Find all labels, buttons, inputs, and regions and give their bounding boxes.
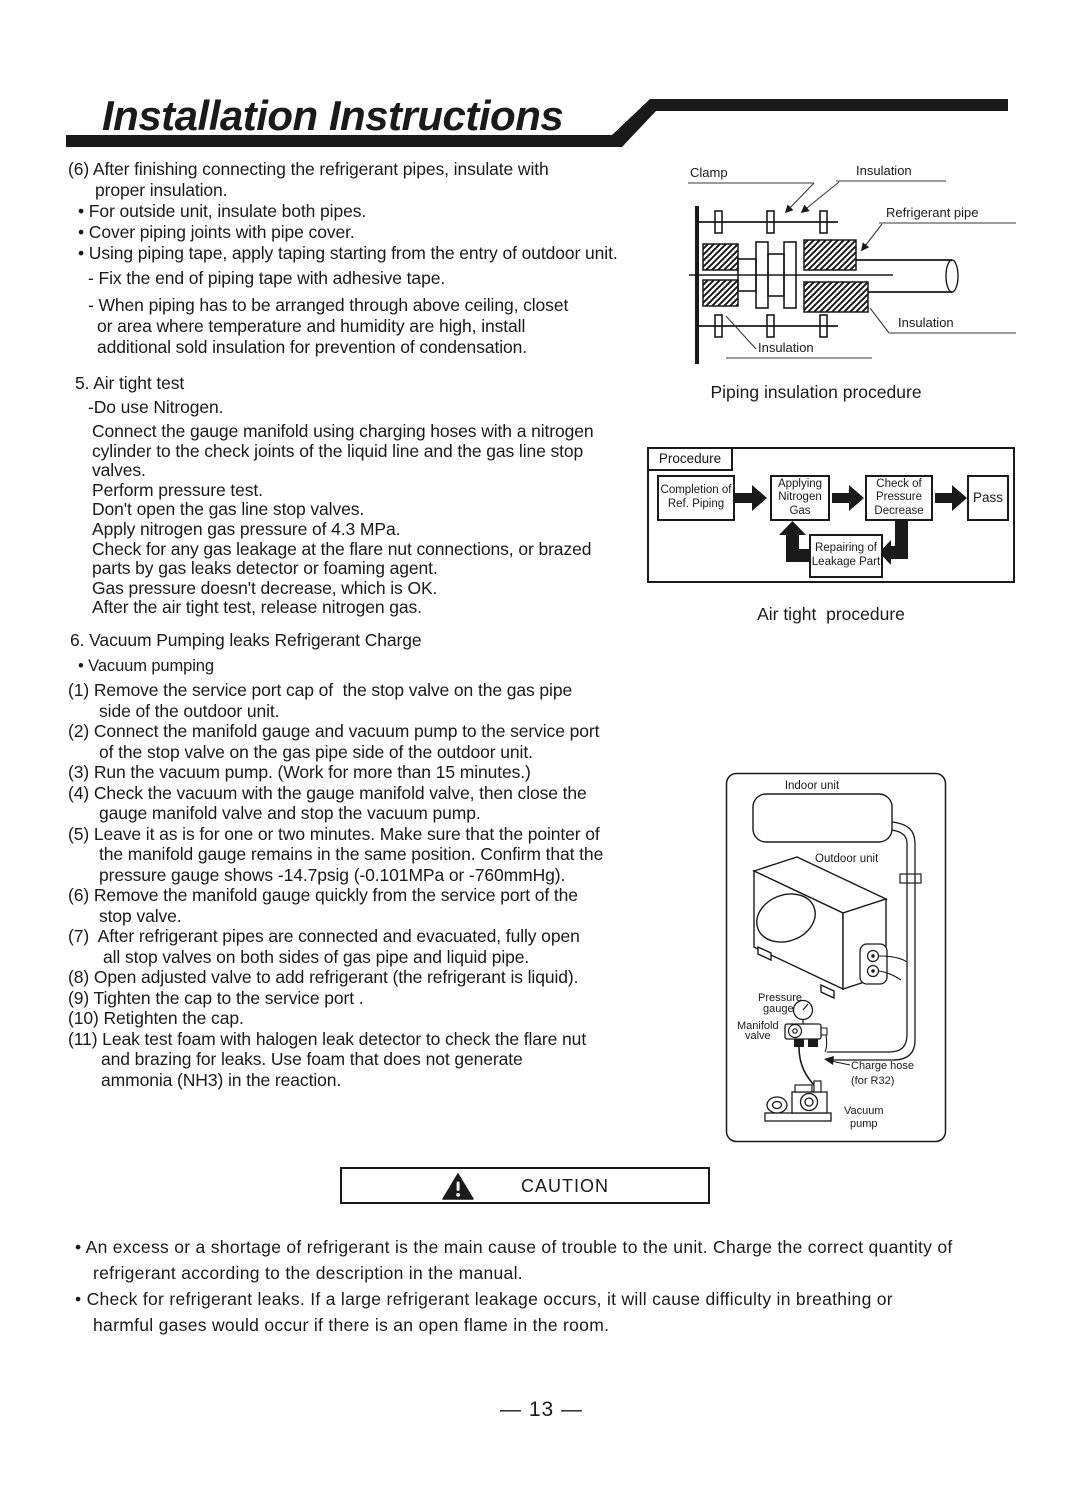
flow-step-completion: Completion of Ref. Piping xyxy=(657,475,735,521)
text-line: (1) Remove the service port cap of the stop valve on the gas pipe xyxy=(68,680,573,700)
label-insulation-bottom: Insulation xyxy=(758,340,814,355)
text-line: (2) Connect the manifold gauge and vacuum pump to the service port xyxy=(68,721,600,741)
label-pressure-gauge: gauge xyxy=(763,1003,794,1015)
text-line: Gas pressure doesn't decrease, which is OK. xyxy=(92,577,438,598)
page-title: Installation Instructions xyxy=(102,92,564,139)
text-line: and brazing for leaks. Use foam that does not generate xyxy=(101,1049,523,1069)
arrow-right xyxy=(935,485,967,511)
caution-box xyxy=(340,1167,710,1204)
caution-notes xyxy=(75,1234,1035,1338)
text-line: the manifold gauge remains in the same position. Confirm that the xyxy=(99,844,604,864)
label-vacuum-pump: Vacuum xyxy=(844,1105,884,1117)
label-indoor-unit: Indoor unit xyxy=(784,780,840,792)
flowchart-panel-label: Procedure xyxy=(647,447,733,471)
text-line: - Fix the end of piping tape with adhesive tape. xyxy=(88,268,446,288)
text-line: (8) Open adjusted valve to add refrigerant (the refrigerant is liquid). xyxy=(68,967,579,987)
text-line: (4) Check the vacuum with the gauge manifold valve, then close the xyxy=(68,782,587,803)
text-line: • Using piping tape, apply taping starting from the entry of outdoor unit. xyxy=(78,243,618,263)
title-underline-rule xyxy=(0,90,1020,160)
section-insulation xyxy=(68,159,688,358)
label-pressure-gauge: Pressure xyxy=(758,992,803,1004)
text-line: (6) After finishing connecting the refrigerant pipes, insulate with xyxy=(68,159,549,179)
flowchart-caption: Air tight procedure xyxy=(757,604,905,624)
text-line: (3) Run the vacuum pump. (Work for more than 15 minutes.) xyxy=(68,762,531,782)
air-tight-flowchart xyxy=(647,447,1015,583)
pressure-gauge xyxy=(794,1001,813,1025)
text-line: stop valve. xyxy=(99,905,182,926)
label-charge-hose: (for R32) xyxy=(851,1075,895,1087)
label-vacuum-pump: pump xyxy=(850,1118,878,1130)
text-line: • Check for refrigerant leaks. If a large refrigerant leakage occurs, it will cause difficulty in breathing or xyxy=(75,1289,893,1309)
section-heading: 5. Air tight test xyxy=(75,373,185,393)
text-line: pressure gauge shows -14.7psig (-0.101MPa or -760mmHg). xyxy=(99,864,566,885)
flow-step-pressure-check: Check of Pressure Decrease xyxy=(865,475,933,521)
text-line: -Do use Nitrogen. xyxy=(88,397,224,417)
text-line: (10) Retighten the cap. xyxy=(68,1008,244,1028)
label-charge-hose: Charge hose xyxy=(851,1060,914,1072)
section-air-tight-test xyxy=(68,373,688,618)
insulation-hatch-block xyxy=(804,282,868,312)
label-insulation-right: Insulation xyxy=(898,315,954,330)
charge-hose-pointer xyxy=(831,1061,850,1065)
text-line: - When piping has to be arranged through above ceiling, closet xyxy=(88,295,569,315)
text-line: gauge manifold valve and stop the vacuum pump. xyxy=(99,803,481,823)
pointer-arrowhead xyxy=(824,1056,834,1065)
text-line: additional sold insulation for prevention of condensation. xyxy=(97,337,528,357)
text-line: parts by gas leaks detector or foaming agent. xyxy=(92,558,438,579)
text-line: • An excess or a shortage of refrigerant is the main cause of trouble to the unit. Charge the correct quantity of xyxy=(75,1237,953,1257)
text-line: • Vacuum pumping xyxy=(78,657,214,675)
flow-step-repairing: Repairing of Leakage Part xyxy=(809,534,883,578)
label-manifold-valve: Manifold xyxy=(737,1020,779,1032)
indoor-unit-shape xyxy=(753,794,892,842)
text-line: or area where temperature and humidity are high, install xyxy=(97,316,526,336)
caution-label: CAUTION xyxy=(521,1176,609,1196)
text-line: (11) Leak test foam with halogen leak detector to check the flare nut xyxy=(68,1028,587,1049)
section-vacuum-pumping xyxy=(68,630,688,1090)
text-line: (7) After refrigerant pipes are connected and evacuated, fully open xyxy=(68,926,580,946)
insulation-hatch-block xyxy=(703,280,738,306)
text-line: Don't open the gas line stop valves. xyxy=(92,499,365,520)
piping-drawing xyxy=(689,206,958,364)
flow-step-nitrogen: Applying Nitrogen Gas xyxy=(770,475,830,521)
text-line: harmful gases would occur if there is an open flame in the room. xyxy=(93,1315,610,1335)
pipe-clamp xyxy=(900,874,921,883)
text-line: Connect the gauge manifold using charging hoses with a nitrogen xyxy=(92,421,594,441)
section-heading: 6. Vacuum Pumping leaks Refrigerant Charge xyxy=(70,630,422,650)
insulation-hatch-block xyxy=(703,244,738,270)
arrow-left-up-elbow xyxy=(779,521,809,562)
label-manifold-valve: valve xyxy=(745,1030,771,1042)
stop-valves xyxy=(860,944,907,984)
piping-insulation-diagram xyxy=(686,158,1018,376)
vacuum-pumping-diagram xyxy=(725,772,947,1143)
flow-step-pass: Pass xyxy=(967,475,1009,521)
text-line: side of the outdoor unit. xyxy=(99,700,280,721)
text-line: • For outside unit, insulate both pipes. xyxy=(78,201,367,221)
text-line: ammonia (NH3) in the reaction. xyxy=(101,1069,342,1090)
text-line: (9) Tighten the cap to the service port . xyxy=(68,987,364,1008)
label-refrigerant-pipe: Refrigerant pipe xyxy=(886,205,979,220)
arrow-right xyxy=(735,485,767,511)
vacuum-pump-shape xyxy=(765,1081,831,1121)
arrow-right xyxy=(832,485,864,511)
text-line: of the stop valve on the gas pipe side of the outdoor unit. xyxy=(99,741,533,762)
text-line: Apply nitrogen gas pressure of 4.3 MPa. xyxy=(92,518,401,539)
label-outdoor-unit: Outdoor unit xyxy=(815,853,879,865)
arrow-down-left-elbow xyxy=(879,521,908,565)
text-line: proper insulation. xyxy=(95,180,228,200)
text-line: cylinder to the check joints of the liquid line and the gas line stop xyxy=(92,440,584,461)
manifold-valve xyxy=(785,1024,827,1052)
text-line: • Cover piping joints with pipe cover. xyxy=(78,222,355,242)
insulation-hatch-block xyxy=(804,240,856,270)
text-line: (5) Leave it as is for one or two minutes. Make sure that the pointer of xyxy=(68,823,600,844)
text-line: refrigerant according to the description in the manual. xyxy=(93,1263,523,1283)
text-line: (6) Remove the manifold gauge quickly from the service port of the xyxy=(68,885,578,905)
text-line: After the air tight test, release nitrogen gas. xyxy=(92,597,422,618)
page-number: — 13 — xyxy=(499,1398,584,1421)
text-line: Check for any gas leakage at the flare nut connections, or brazed xyxy=(92,538,592,559)
text-line: all stop valves on both sides of gas pipe and liquid pipe. xyxy=(103,946,530,967)
text-line: valves. xyxy=(92,460,146,481)
text-line: Perform pressure test. xyxy=(92,479,263,500)
piping-diagram-caption: Piping insulation procedure xyxy=(710,382,922,402)
label-clamp: Clamp xyxy=(690,165,728,180)
warning-triangle-icon xyxy=(442,1173,474,1201)
label-insulation-top: Insulation xyxy=(856,163,912,178)
